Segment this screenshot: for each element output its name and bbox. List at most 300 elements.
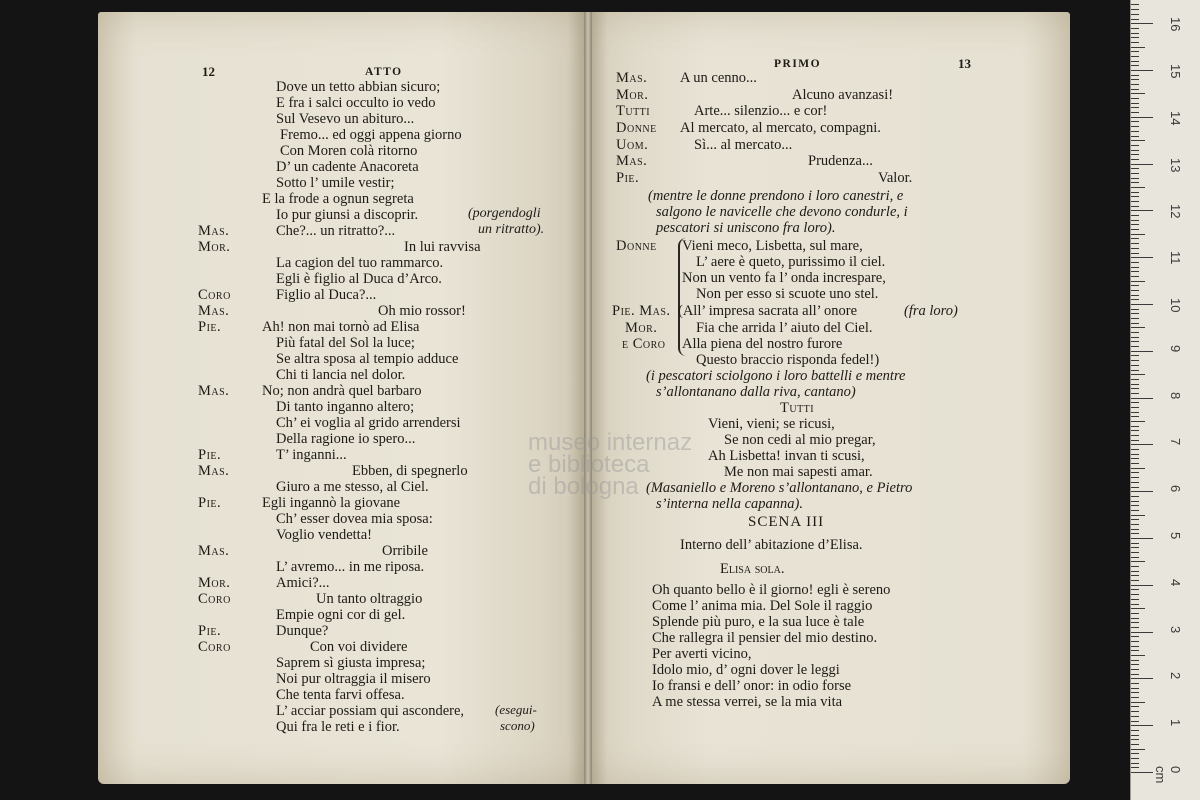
ruler-tick [1131, 290, 1139, 291]
ruler-tick [1131, 178, 1139, 179]
verse-line: Di tanto inganno altero; [276, 399, 415, 415]
ruler-tick [1131, 117, 1153, 118]
ruler-tick [1131, 145, 1139, 146]
ruler-number: 14 [1168, 110, 1183, 126]
ruler-tick [1131, 646, 1139, 647]
ruler-tick [1131, 655, 1145, 656]
ruler-tick [1131, 407, 1139, 408]
ruler-tick [1131, 571, 1139, 572]
ruler-tick [1131, 482, 1139, 483]
ruler-tick [1131, 739, 1139, 740]
verse-line: La cagion del tuo rammarco. [276, 255, 444, 271]
ruler-tick [1131, 215, 1139, 216]
tutti-label: Tutti [780, 400, 815, 416]
ruler-tick [1131, 767, 1139, 768]
speaker: Mor. [198, 575, 231, 591]
ruler-tick [1131, 323, 1139, 324]
ruler-tick [1131, 131, 1139, 132]
ruler-tick [1131, 585, 1153, 586]
ruler-tick [1131, 201, 1139, 202]
ruler-tick [1131, 552, 1139, 553]
ruler-unit-label: 0 cm [1153, 766, 1183, 784]
ruler-tick [1131, 173, 1139, 174]
ruler-tick [1131, 187, 1145, 188]
ruler-number: 13 [1168, 157, 1183, 173]
ruler-tick [1131, 702, 1145, 703]
verse-line: Giuro a me stesso, al Ciel. [276, 479, 429, 495]
ruler-tick [1131, 477, 1139, 478]
ruler-tick [1131, 351, 1153, 352]
ruler-number: 3 [1168, 625, 1183, 633]
verse-line: Oh quanto bello è il giorno! egli è sereno [652, 582, 891, 598]
verse-line: In lui ravvisa [404, 239, 481, 255]
watermark [528, 429, 693, 500]
verse-line: Figlio al Duca?... [276, 287, 377, 303]
ruler-tick [1131, 721, 1139, 722]
ruler-tick [1131, 121, 1139, 122]
ruler-tick [1131, 136, 1139, 137]
ruler-tick [1131, 763, 1139, 764]
ruler-tick [1131, 257, 1153, 258]
verse-line: Ebben, di spegnerlo [352, 463, 468, 479]
ruler-tick [1131, 304, 1153, 305]
ruler-tick [1131, 412, 1139, 413]
ruler-tick [1131, 730, 1139, 731]
ruler-tick [1131, 688, 1139, 689]
ruler-tick [1131, 84, 1139, 85]
ruler-tick [1131, 416, 1139, 417]
verse-line: No; non andrà quel barbaro [262, 383, 422, 399]
ruler-tick [1131, 332, 1139, 333]
ruler-tick [1131, 206, 1139, 207]
ruler-tick [1131, 632, 1153, 633]
verse-line: Più fatal del Sol la luce; [276, 335, 415, 351]
ruler-tick [1131, 393, 1139, 394]
measurement-ruler [1130, 0, 1200, 800]
song-line: Non per esso si scuote uno stel. [696, 286, 879, 302]
ruler-tick [1131, 496, 1139, 497]
verse-line: Io fransi e dell’ onor: in odio forse [652, 678, 852, 694]
ruler-tick [1131, 678, 1153, 679]
ruler-tick [1131, 28, 1139, 29]
ruler-number: 9 [1168, 344, 1183, 353]
ruler-number: 7 [1168, 438, 1183, 446]
ruler-tick [1131, 636, 1139, 637]
verse-line: D’ un cadente Anacoreta [276, 159, 419, 175]
ruler-tick [1131, 47, 1145, 48]
note-scono: scono) [500, 718, 535, 733]
ruler-tick [1131, 575, 1139, 576]
ruler-tick [1131, 599, 1139, 600]
verse-line: Qui fra le reti e i fior. [276, 719, 400, 735]
speaker: Coro [198, 287, 231, 303]
ruler-tick [1131, 444, 1153, 445]
speaker: Uom. [616, 137, 649, 153]
ruler-tick [1131, 42, 1139, 43]
ruler-tick [1131, 107, 1139, 108]
ruler-tick [1131, 487, 1139, 488]
ruler-number: 11 [1168, 251, 1183, 265]
ruler-tick [1131, 421, 1145, 422]
ruler-tick [1131, 384, 1139, 385]
ruler-tick [1131, 365, 1139, 366]
ruler-tick [1131, 220, 1139, 221]
ruler-tick [1131, 683, 1139, 684]
ruler-number: 4 [1168, 578, 1183, 587]
verse-line: E fra i salci occulto io vedo [276, 95, 436, 111]
ruler-tick [1131, 234, 1145, 235]
ruler-tick [1131, 355, 1139, 356]
ruler-tick [1131, 402, 1139, 403]
ruler-tick [1131, 398, 1153, 399]
ruler-tick [1131, 627, 1139, 628]
verse-line: Dove un tetto abbian sicuro; [276, 79, 441, 95]
ruler-tick [1131, 140, 1145, 141]
stage-direction: (i pescatori sciolgono i loro battelli e mentre [646, 368, 906, 384]
ruler-tick [1131, 674, 1139, 675]
ruler-tick [1131, 346, 1139, 347]
verse-line: Amici?... [276, 575, 330, 591]
verse-line: Oh mio rossor! [378, 303, 466, 319]
ruler-tick [1131, 262, 1139, 263]
verse-line: Con voi dividere [310, 639, 408, 655]
ruler-number: 5 [1168, 532, 1183, 540]
ruler-tick [1131, 618, 1139, 619]
ruler-tick [1131, 772, 1153, 773]
song-line: Alla piena del nostro furore [682, 336, 843, 352]
speaker: Mas. [616, 153, 648, 169]
ruler-tick [1131, 669, 1139, 670]
ruler-tick [1131, 604, 1139, 605]
verse-line: E la frode a ognun segreta [262, 191, 414, 207]
ruler-tick [1131, 510, 1139, 511]
verse-line: Noi pur oltraggia il misero [276, 671, 431, 687]
ruler-tick [1131, 192, 1139, 193]
dialogue-line: Valor. [878, 170, 913, 186]
verse-line: L’ acciar possiam qui ascondere, [276, 703, 465, 719]
ruler-tick [1131, 749, 1145, 750]
ruler-tick [1131, 23, 1153, 24]
speaker: Tutti [616, 103, 651, 119]
ruler-number: 1 [1168, 719, 1183, 727]
ruler-number: 16 [1168, 17, 1183, 32]
verse-line: Saprem sì giusta impresa; [276, 655, 426, 671]
ruler-tick [1131, 491, 1153, 492]
ruler-tick [1131, 70, 1153, 71]
verse-line: Della ragione io spero... [276, 431, 416, 447]
ruler-tick [1131, 735, 1139, 736]
ruler-tick [1131, 580, 1139, 581]
ruler-tick [1131, 267, 1139, 268]
ruler-tick [1131, 318, 1139, 319]
ruler-tick [1131, 613, 1139, 614]
verse-line: T’ inganni... [276, 447, 347, 463]
ruler-tick [1131, 341, 1139, 342]
speaker: Mas. [198, 223, 230, 239]
ruler-tick [1131, 196, 1139, 197]
verse-line: Io pur giunsi a discoprir. [276, 207, 419, 223]
ruler-tick [1131, 4, 1139, 5]
ruler-tick [1131, 505, 1139, 506]
ruler-tick [1131, 557, 1139, 558]
verse-line: Sul Vesevo un abituro... [276, 111, 415, 127]
ruler-tick [1131, 164, 1153, 165]
ruler-tick [1131, 56, 1139, 57]
ruler-tick [1131, 472, 1139, 473]
speaker: Coro [198, 639, 231, 655]
verse-line: Ch’ esser dovea mia sposa: [276, 511, 433, 527]
ruler-tick [1131, 538, 1153, 539]
song-line: Vieni meco, Lisbetta, sul mare, [682, 238, 863, 254]
ruler-tick [1131, 501, 1139, 502]
ruler-tick [1131, 744, 1139, 745]
ruler-tick [1131, 589, 1139, 590]
scene-title: SCENA III [748, 514, 825, 530]
ruler-tick [1131, 706, 1139, 707]
verse-line: Empie ogni cor di gel. [276, 607, 406, 623]
song-line: L’ aere è queto, purissimo il ciel. [696, 254, 886, 270]
stage-direction: salgono le navicelle che devono condurle, i [656, 204, 908, 220]
ruler-tick [1131, 281, 1145, 282]
verse-line: Voglio vendetta! [276, 527, 372, 543]
ruler-tick [1131, 224, 1139, 225]
tutti-line: Ah Lisbetta! invan ti scusi, [708, 448, 865, 464]
ruler-number: 15 [1168, 64, 1183, 79]
ruler-tick [1131, 430, 1139, 431]
tutti-line: Me non mai sapesti amar. [724, 464, 873, 480]
ruler-tick [1131, 253, 1139, 254]
right-page-number: 13 [958, 56, 971, 71]
verse-line: Ch’ ei voglia al grido arrendersi [276, 415, 461, 431]
ruler-tick [1131, 51, 1139, 52]
book-gutter [584, 12, 592, 784]
verse-line: Che?... un ritratto?... [276, 223, 396, 239]
watermark-line: e biblioteca [528, 451, 650, 478]
speaker: Pie. [198, 495, 222, 511]
watermark-line: museo internaz [528, 429, 693, 456]
ruler-tick [1131, 716, 1139, 717]
ruler-tick [1131, 454, 1139, 455]
ruler-tick [1131, 543, 1139, 544]
ruler-tick [1131, 271, 1139, 272]
ruler-tick [1131, 248, 1139, 249]
ruler-tick [1131, 449, 1139, 450]
ruler-tick [1131, 440, 1139, 441]
verse-line: Chi ti lancia nel dolor. [276, 367, 406, 383]
ruler-tick [1131, 295, 1139, 296]
ruler-number: 6 [1168, 485, 1183, 493]
song-line: Questo braccio risponda fedel!) [696, 352, 880, 368]
ruler-tick [1131, 61, 1139, 62]
ruler-tick [1131, 594, 1139, 595]
verse-line: Orribile [382, 543, 428, 559]
ruler-tick [1131, 697, 1139, 698]
song-line: Non un vento fa l’ onda increspare, [682, 270, 886, 286]
ruler-tick [1131, 210, 1153, 211]
verse-line: Un tanto oltraggio [316, 591, 423, 607]
speaker: Pie. [198, 447, 222, 463]
ruler-tick [1131, 9, 1139, 10]
speaker: Pie. Mas. [612, 303, 671, 319]
speaker: Pie. [616, 170, 640, 186]
verse-line: Fremo... ed oggi appena giorno [280, 127, 462, 143]
ruler-tick [1131, 370, 1139, 371]
speaker: Mas. [198, 463, 230, 479]
stage-direction: pescatori si uniscono fra loro). [656, 220, 836, 236]
ruler-tick [1131, 159, 1139, 160]
scene-character: Elisa sola. [720, 561, 785, 577]
ruler-tick [1131, 154, 1139, 155]
dialogue-line: A un cenno... [680, 70, 757, 86]
ruler-tick [1131, 664, 1139, 665]
ruler-tick [1131, 650, 1139, 651]
ruler-tick [1131, 725, 1153, 726]
ruler-tick [1131, 463, 1139, 464]
verse-line: Per averti vicino, [652, 646, 752, 662]
ruler-tick [1131, 285, 1139, 286]
ruler-tick [1131, 468, 1145, 469]
ruler-tick [1131, 388, 1139, 389]
ruler-tick [1131, 276, 1139, 277]
ruler-tick [1131, 243, 1139, 244]
speaker: Mas. [198, 303, 230, 319]
speaker: Pie. [198, 319, 222, 335]
ruler-tick [1131, 566, 1139, 567]
verse-line: Se altra sposa al tempio adduce [276, 351, 459, 367]
stage-direction: s’interna nella capanna). [656, 496, 803, 512]
ruler-tick [1131, 360, 1139, 361]
speaker: Mas. [198, 543, 230, 559]
ruler-tick [1131, 98, 1139, 99]
speaker: Mor. [198, 239, 231, 255]
stage-direction: (Masaniello e Moreno s’allontanano, e Pietro [646, 480, 913, 496]
open-booklet [98, 12, 1070, 784]
verse-line: Ah! non mai tornò ad Elisa [262, 319, 420, 335]
ruler-tick [1131, 608, 1145, 609]
verse-line: Dunque? [276, 623, 329, 639]
ruler-tick [1131, 126, 1139, 127]
ruler-tick [1131, 14, 1139, 15]
verse-line: Splende più puro, e la sua luce è tale [652, 614, 865, 630]
ruler-tick [1131, 112, 1139, 113]
speaker: Donne [616, 120, 657, 136]
verse-line: Che rallegra il pensier del mio destino. [652, 630, 878, 646]
ruler-tick [1131, 89, 1139, 90]
speaker: Pie. [198, 623, 222, 639]
speaker: Coro [198, 591, 231, 607]
ruler-tick [1131, 327, 1145, 328]
ruler-tick [1131, 529, 1139, 530]
ruler-tick [1131, 65, 1139, 66]
speaker: Mas. [616, 70, 648, 86]
ruler-number: 10 [1168, 298, 1183, 313]
verse-line: A me stessa verrei, se la mia vita [652, 694, 843, 710]
ruler-tick [1131, 182, 1139, 183]
ruler-tick [1131, 103, 1139, 104]
ruler-tick [1131, 515, 1145, 516]
ruler-tick [1131, 309, 1139, 310]
note-esegui: (esegui- [495, 702, 537, 717]
ruler-tick [1131, 299, 1139, 300]
scene-setting: Interno dell’ abitazione d’Elisa. [680, 537, 863, 553]
ruler-tick [1131, 547, 1139, 548]
ruler-tick [1131, 426, 1139, 427]
ruler-tick [1131, 533, 1139, 534]
ruler-tick [1131, 524, 1139, 525]
song-line: Fia che arrida l’ aiuto del Ciel. [696, 320, 873, 336]
stage-direction: s’allontanano dalla riva, cantano) [656, 384, 856, 400]
ruler-tick [1131, 79, 1139, 80]
watermark-line: di bologna [528, 473, 639, 500]
verse-line: Egli ingannò la giovane [262, 495, 401, 511]
ruler-tick [1131, 758, 1139, 759]
ruler-number: 12 [1168, 204, 1183, 219]
speaker: e Coro [622, 336, 666, 352]
ruler-tick [1131, 753, 1139, 754]
ruler-number: 2 [1168, 672, 1183, 680]
dialogue-line: Sì... al mercato... [694, 137, 793, 153]
ruler-tick [1131, 33, 1139, 34]
ruler-tick [1131, 379, 1139, 380]
verse-line: Che tenta farvi offesa. [276, 687, 405, 703]
verse-line: Sotto l’ umile vestir; [276, 175, 395, 191]
speaker: Mor. [616, 87, 649, 103]
verse-line: Idolo mio, d’ ogni dover le leggi [652, 662, 840, 678]
ruler-tick [1131, 37, 1139, 38]
left-page-number: 12 [202, 64, 215, 79]
song-note: (fra loro) [904, 303, 958, 319]
speaker: Mas. [198, 383, 230, 399]
dialogue-line: Alcuno avanzasi! [792, 87, 894, 103]
verse-line: L’ avremo... in me riposa. [276, 559, 425, 575]
ruler-tick [1131, 337, 1139, 338]
ruler-tick [1131, 313, 1139, 314]
tutti-line: Vieni, vieni; se ricusi, [708, 416, 835, 432]
ruler-tick [1131, 75, 1139, 76]
tutti-line: Se non cedi al mio pregar, [724, 432, 876, 448]
ruler-tick [1131, 229, 1139, 230]
ruler-tick [1131, 168, 1139, 169]
ruler-tick [1131, 19, 1139, 20]
song-line: (All’ impresa sacrata all’ onore [678, 303, 858, 319]
right-page-header: PRIMO [774, 58, 822, 70]
dialogue-line: Prudenza... [808, 153, 873, 169]
ruler-tick [1131, 93, 1145, 94]
ruler-tick [1131, 519, 1139, 520]
ruler-tick [1131, 622, 1139, 623]
left-page-header: ATTO [365, 66, 403, 78]
speaker: Donne [616, 238, 657, 254]
ruler-tick [1131, 561, 1145, 562]
ruler-tick [1131, 458, 1139, 459]
verse-line: Egli è figlio al Duca d’Arco. [276, 271, 442, 287]
ruler-tick [1131, 641, 1139, 642]
stage-direction: (mentre le donne prendono i loro canestri, e [648, 188, 904, 204]
speaker: Mor. [625, 320, 658, 336]
ruler-number: 8 [1168, 391, 1183, 399]
ruler-tick [1131, 711, 1139, 712]
ruler-tick [1131, 374, 1145, 375]
ruler-tick [1131, 692, 1139, 693]
verse-line: Con Moren colà ritorno [280, 143, 418, 159]
ruler-tick [1131, 435, 1139, 436]
dialogue-line: Arte... silenzio... e cor! [694, 103, 828, 119]
ruler-tick [1131, 660, 1139, 661]
verse-line: Come l’ anima mia. Del Sole il raggio [652, 598, 873, 614]
note-ritratto: un ritratto). [478, 222, 545, 237]
note-porgendogli: (porgendogli [468, 206, 541, 221]
dialogue-line: Al mercato, al mercato, compagni. [680, 120, 881, 136]
